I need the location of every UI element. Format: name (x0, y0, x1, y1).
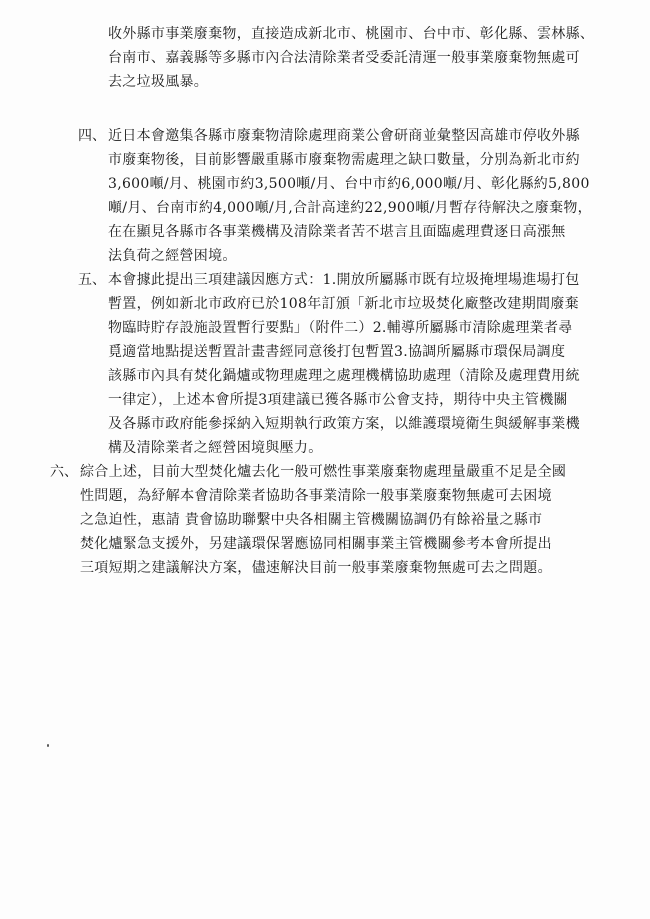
text-line: 去之垃圾風暴。 (108, 74, 209, 90)
paragraph-4 (108, 124, 628, 268)
text-line: 之急迫性，惠請 貴會協助聯繫中央各相關主管機關協調仍有餘裕量之縣市 (80, 512, 543, 528)
text-line: 近日本會邀集各縣市廢棄物清除處理商業公會研商並彙整因高雄市停收外縣 (108, 128, 580, 144)
scan-speck (47, 744, 49, 747)
text-line: 噸/月、台南市約4,000噸/月,合計高達約22,900噸/月暫存待解決之廢棄物， (108, 200, 592, 216)
text-line: 3,600噸/月、桃園市約3,500噸/月、台中市約6,000噸/月、彰化縣約5,800 (108, 176, 590, 192)
paragraph-4-label: 四、 (78, 128, 106, 144)
paragraph-continuation (108, 22, 628, 94)
text-line: 在在顯見各縣市各事業機構及清除業者苦不堪言且面臨處理費逐日高漲無 (108, 224, 566, 240)
text-line: 法負荷之經營困境。 (108, 248, 237, 264)
paragraph-5-label: 五、 (78, 272, 106, 288)
text-line: 覓適當地點提送暫置計畫書經同意後打包暫置3.協調所屬縣市環保局調度 (108, 344, 566, 360)
text-line: 一律定），上述本會所提3項建議已獲各縣市公會支持，期待中央主管機關 (108, 392, 568, 408)
text-line: 物臨時貯存設施設置暫行要點」（附件二）2.輔導所屬縣市清除處理業者尋 (108, 320, 573, 336)
text-line: 暫置，例如新北市政府已於108年訂頒「新北市垃圾焚化廠整改建期間廢棄 (108, 296, 579, 312)
text-line: 台南市、嘉義縣等多縣市內合法清除業者受委託清運一般事業廢棄物無處可 (108, 50, 580, 66)
text-line: 性問題，為紓解本會清除業者協助各事業清除一般事業廢棄物無處可去困境 (80, 488, 552, 504)
paragraph-6 (80, 460, 628, 580)
text-line: 收外縣市事業廢棄物，直接造成新北市、桃園市、台中市、彰化縣、雲林縣、 (108, 26, 595, 42)
text-line: 構及清除業者之經營困境與壓力。 (108, 440, 323, 456)
text-line: 本會據此提出三項建議因應方式：1.開放所屬縣市既有垃圾掩埋場進場打包 (108, 272, 580, 288)
text-line: 該縣市內具有焚化鍋爐或物理處理之處理機構協助處理（清除及處理費用統 (108, 368, 580, 384)
text-line: 三項短期之建議解決方案，儘速解決目前一般事業廢棄物無處可去之問題。 (80, 560, 552, 576)
paragraph-6-label: 六、 (50, 464, 78, 480)
paragraph-5 (108, 268, 628, 460)
text-line: 及各縣市政府能參採納入短期執行政策方案，以維護環境衛生與緩解事業機 (108, 416, 580, 432)
text-line: 市廢棄物後，目前影響嚴重縣市廢棄物需處理之缺口數量，分別為新北市約 (108, 152, 580, 168)
text-line: 綜合上述，目前大型焚化爐去化一般可燃性事業廢棄物處理量嚴重不足是全國 (80, 464, 567, 480)
text-line: 焚化爐緊急支援外，另建議環保署應協同相關事業主管機關參考本會所提出 (80, 536, 552, 552)
